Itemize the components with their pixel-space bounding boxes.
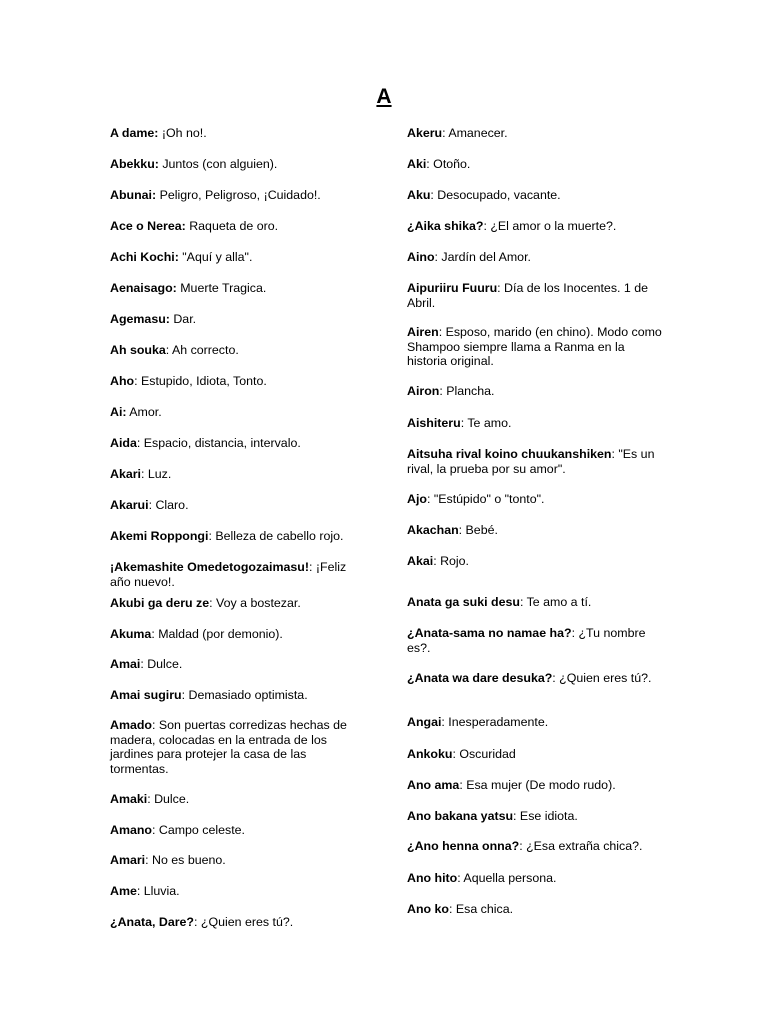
- entry-term: Akari: [110, 467, 141, 481]
- glossary-entry: [407, 325, 662, 369]
- entry-definition: : Demasiado optimista.: [181, 688, 308, 702]
- entry-definition: : Esa mujer (De modo rudo).: [459, 778, 616, 792]
- glossary-entry: [110, 157, 365, 172]
- glossary-entry: [110, 467, 365, 482]
- glossary-entry: [110, 560, 365, 589]
- entry-definition: : Maldad (por demonio).: [151, 627, 283, 641]
- entry-term: Aitsuha rival koino chuukanshiken: [407, 447, 612, 461]
- entry-definition: : Voy a bostezar.: [209, 596, 301, 610]
- entry-definition: : Dulce.: [147, 792, 190, 806]
- glossary-entry: [110, 281, 365, 296]
- entry-definition: : No es bueno.: [145, 853, 226, 867]
- glossary-entry: [110, 436, 365, 451]
- glossary-entry: [110, 596, 365, 611]
- entry-definition: : Estupido, Idiota, Tonto.: [134, 374, 267, 388]
- entry-definition: : Aquella persona.: [457, 871, 557, 885]
- entry-term: Aki: [407, 157, 427, 171]
- glossary-entry: [407, 523, 662, 538]
- entry-definition: : Esposo, marido (en chino). Modo como Shampoo siempre llama a Ranma en la historia original.: [407, 325, 662, 369]
- glossary-entry: [110, 657, 365, 672]
- glossary-entry: [407, 126, 662, 141]
- glossary-entry: [407, 747, 662, 762]
- entry-definition: : Oscuridad: [452, 747, 516, 761]
- glossary-entry: [407, 416, 662, 431]
- entry-term: Akubi ga deru ze: [110, 596, 210, 610]
- entry-term: Aishiteru: [407, 416, 461, 430]
- entry-term: ¿Anata-sama no namae ha?: [407, 626, 572, 640]
- glossary-entry: [110, 312, 365, 327]
- entry-term: Ankoku: [407, 747, 453, 761]
- glossary-entry: [407, 188, 662, 203]
- entry-definition: : Inesperadamente.: [441, 715, 549, 729]
- glossary-entry: [407, 671, 662, 686]
- glossary-entry: [407, 809, 662, 824]
- glossary-entry: [407, 157, 662, 172]
- entry-definition: : Te amo a tí.: [519, 595, 592, 609]
- entry-term: Akuma: [110, 627, 152, 641]
- entry-term: Achi Kochi:: [110, 250, 179, 264]
- entry-term: Akeru: [407, 126, 443, 140]
- entry-term: Ai:: [110, 405, 127, 419]
- entry-definition: : Amanecer.: [442, 126, 508, 140]
- entry-definition: : Luz.: [141, 467, 172, 481]
- glossary-entry: [110, 529, 365, 544]
- entry-term: Abekku:: [110, 157, 159, 171]
- entry-definition: : ¿Tu nombre es?.: [407, 626, 646, 655]
- entry-term: Agemasu:: [110, 312, 170, 326]
- entry-term: ¿Anata, Dare?: [110, 915, 194, 929]
- entry-definition: : Son puertas corredizas hechas de madera, colocadas en la entrada de los jardines para protejer la casa de las tormentas.: [110, 718, 347, 776]
- glossary-entry: [407, 219, 662, 234]
- glossary-entry: [407, 778, 662, 793]
- entry-definition: : Bebé.: [458, 523, 498, 537]
- entry-term: Akai: [407, 554, 434, 568]
- entry-definition: : Espacio, distancia, intervalo.: [136, 436, 301, 450]
- entry-term: Ano ama: [407, 778, 460, 792]
- entry-term: Ame: [110, 884, 137, 898]
- entry-term: Akachan: [407, 523, 459, 537]
- entry-term: Amai: [110, 657, 141, 671]
- entry-term: Airon: [407, 384, 440, 398]
- entry-term: Angai: [407, 715, 442, 729]
- glossary-entry: [407, 871, 662, 886]
- glossary-entry: [110, 627, 365, 642]
- glossary-entry: [407, 492, 662, 507]
- glossary-entry: [110, 188, 365, 203]
- entry-definition: Muerte Tragica.: [176, 281, 267, 295]
- entry-definition: : Belleza de cabello rojo.: [208, 529, 344, 543]
- glossary-entry: [110, 688, 365, 703]
- glossary-entry: [110, 405, 365, 420]
- entry-term: ¿Ano henna onna?: [407, 839, 520, 853]
- entry-term: Aida: [110, 436, 137, 450]
- entry-term: Aipuriiru Fuuru: [407, 281, 498, 295]
- entry-definition: Juntos (con alguien).: [158, 157, 278, 171]
- entry-term: Ano ko: [407, 902, 449, 916]
- glossary-entry: [110, 250, 365, 265]
- entry-definition: : ¡Feliz año nuevo!.: [110, 560, 347, 589]
- entry-definition: : Claro.: [148, 498, 189, 512]
- entry-term: Ah souka: [110, 343, 166, 357]
- entry-definition: : Día de los Inocentes. 1 de Abril.: [407, 281, 649, 310]
- entry-term: ¡Akemashite Omedetogozaimasu!: [110, 560, 309, 574]
- entry-term: Akemi Roppongi: [110, 529, 209, 543]
- entry-term: Amado: [110, 718, 152, 732]
- glossary-entry: [110, 343, 365, 358]
- entry-definition: : Desocupado, vacante.: [430, 188, 561, 202]
- glossary-entry: [407, 626, 662, 655]
- entry-definition: : Ese idiota.: [513, 809, 578, 823]
- entry-definition: : ¿Esa extraña chica?.: [519, 839, 643, 853]
- entry-term: Amano: [110, 823, 152, 837]
- entry-term: Abunai:: [110, 188, 157, 202]
- entry-term: Amaki: [110, 792, 148, 806]
- entry-definition: : Campo celeste.: [152, 823, 245, 837]
- entry-definition: Peligro, Peligroso, ¡Cuidado!.: [156, 188, 321, 202]
- entry-definition: : Otoño.: [426, 157, 471, 171]
- entry-definition: : "Es un rival, la prueba por su amor".: [407, 447, 655, 476]
- entry-definition: Amor.: [126, 405, 162, 419]
- entry-term: Amai sugiru: [110, 688, 182, 702]
- entry-definition: : ¿Quien eres tú?.: [194, 915, 294, 929]
- glossary-entry: [407, 715, 662, 730]
- glossary-entry: [110, 718, 365, 776]
- glossary-entry: [407, 902, 662, 917]
- glossary-entry: [110, 915, 365, 930]
- entry-term: Ace o Nerea:: [110, 219, 186, 233]
- entry-term: Aino: [407, 250, 435, 264]
- glossary-entry: [407, 250, 662, 265]
- glossary-entry: [407, 595, 662, 610]
- glossary-entry: [407, 839, 662, 854]
- entry-term: Aku: [407, 188, 431, 202]
- entry-definition: : "Estúpido" o "tonto".: [426, 492, 545, 506]
- entry-definition: : ¿El amor o la muerte?.: [483, 219, 617, 233]
- glossary-entry: [407, 384, 662, 399]
- entry-definition: : Esa chica.: [449, 902, 514, 916]
- glossary-entry: [110, 884, 365, 899]
- entry-term: Amari: [110, 853, 146, 867]
- page-heading: A: [376, 85, 392, 108]
- entry-term: Ano hito: [407, 871, 458, 885]
- glossary-entry: [110, 853, 365, 868]
- entry-definition: Raqueta de oro.: [185, 219, 279, 233]
- glossary-entry: [110, 374, 365, 389]
- entry-definition: : Ah correcto.: [165, 343, 239, 357]
- entry-definition: : Lluvia.: [136, 884, 180, 898]
- entry-definition: "Aquí y alla".: [178, 250, 253, 264]
- entry-term: Aenaisago:: [110, 281, 177, 295]
- glossary-entry: [407, 554, 662, 569]
- entry-definition: : Rojo.: [433, 554, 469, 568]
- glossary-entry: [110, 792, 365, 807]
- entry-term: Airen: [407, 325, 439, 339]
- entry-definition: : Te amo.: [460, 416, 512, 430]
- glossary-entry: [110, 498, 365, 513]
- entry-definition: : Jardín del Amor.: [434, 250, 531, 264]
- entry-definition: : ¿Quien eres tú?.: [552, 671, 652, 685]
- glossary-entry: [110, 219, 365, 234]
- entry-definition: : Plancha.: [439, 384, 495, 398]
- entry-term: Ano bakana yatsu: [407, 809, 514, 823]
- entry-definition: ¡Oh no!.: [158, 126, 207, 140]
- glossary-entry: [407, 281, 662, 310]
- entry-definition: : Dulce.: [140, 657, 183, 671]
- entry-term: Akarui: [110, 498, 149, 512]
- entry-term: Ajo: [407, 492, 427, 506]
- glossary-entry: [110, 126, 365, 141]
- entry-term: A dame:: [110, 126, 159, 140]
- entry-term: ¿Aika shika?: [407, 219, 484, 233]
- entry-term: Aho: [110, 374, 135, 388]
- entry-term: Anata ga suki desu: [407, 595, 520, 609]
- glossary-entry: [110, 823, 365, 838]
- glossary-entry: [407, 447, 662, 476]
- entry-definition: Dar.: [169, 312, 197, 326]
- entry-term: ¿Anata wa dare desuka?: [407, 671, 553, 685]
